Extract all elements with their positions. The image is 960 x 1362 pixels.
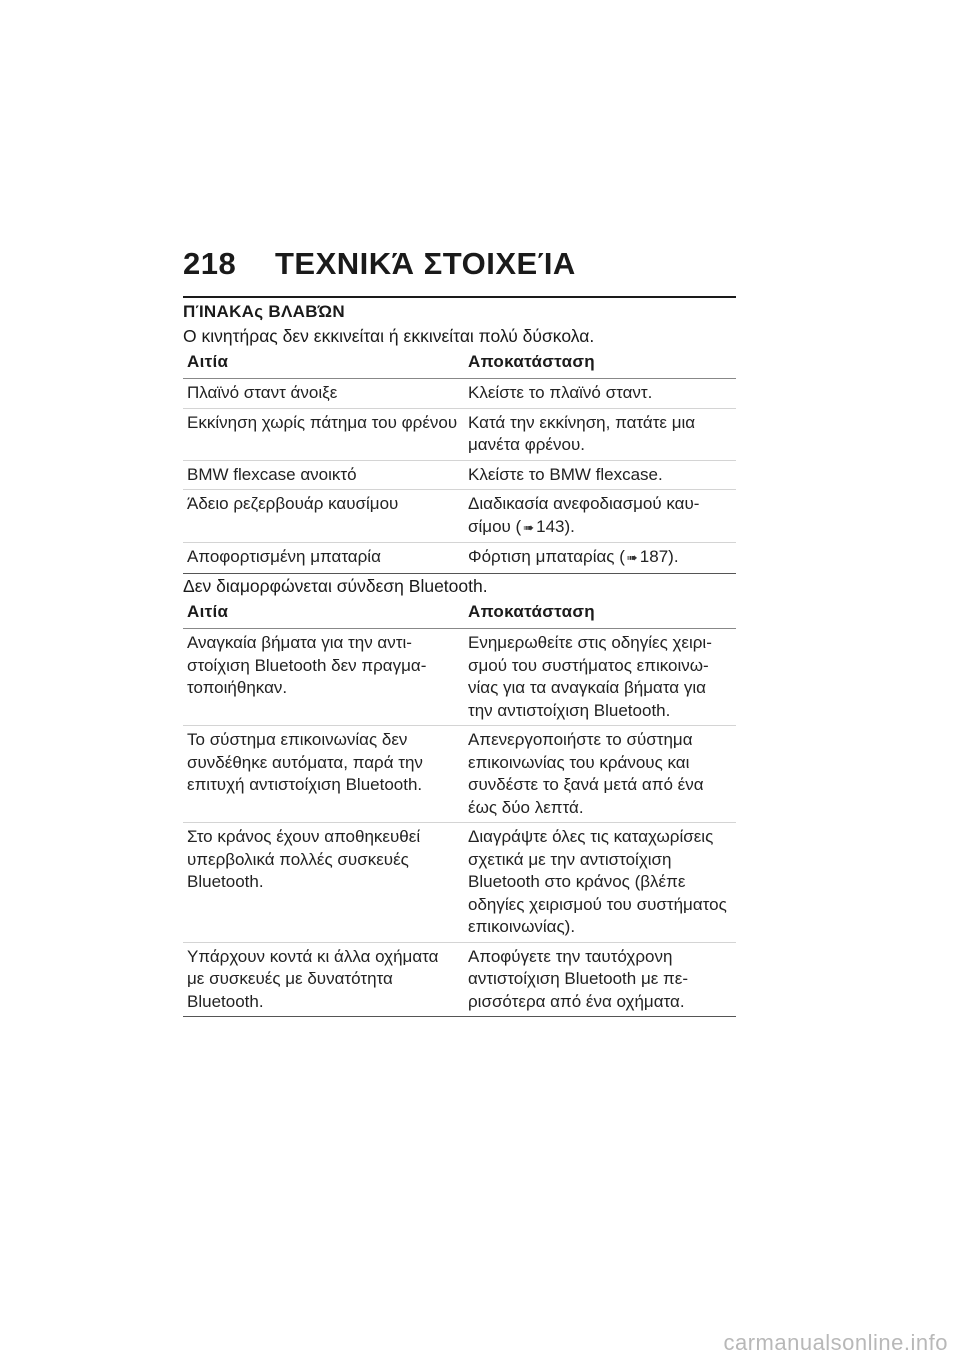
table-row [183,379,736,409]
column-header-cause: Αιτία [183,350,464,379]
table-row [183,460,736,490]
cause-cell: Αποφορτισμένη μπαταρία [183,543,464,574]
table-row [183,408,736,460]
page-reference-link[interactable]: 187 [639,547,669,566]
fix-cell: Ενημερωθείτε στις οδηγίες χειρισμού του συστήματος επικοινωνίας για τα αναγκαία βήματα για την αντιστοίχιση Bluetooth. [464,629,736,726]
column-header-fix: Αποκατάσταση [464,350,736,379]
fix-cell: Κλείστε το πλαϊνό σταντ. [464,379,736,409]
table-header-row [183,350,736,379]
table-header-row [183,600,736,629]
fix-cell: Διαγράψτε όλες τις καταχωρίσεις σχετικά με την αντιστοίχιση Bluetooth στο κράνος (βλέπε οδηγίες χειρισμού του συστήματος επικοινωνίας). [464,823,736,943]
cause-cell: Εκκίνηση χωρίς πάτημα του φρένου [183,408,464,460]
page-reference-arrow-icon: ➠ [626,550,638,565]
fix-cell: Απενεργοποιήστε το σύστημα επικοινωνίας του κράνους και συνδέστε το ξανά μετά από ένα έως δύο λεπτά. [464,726,736,823]
table-row [183,726,736,823]
column-header-cause: Αιτία [183,600,464,629]
chapter-title: ΤΕΧΝΙΚΆ ΣΤΟΙΧΕΊΑ [275,246,576,281]
cause-cell: Το σύστημα επικοινωνίας δεν συνδέθηκε αυτόματα, παρά την επιτυχή αντιστοίχιση Bluetooth. [183,726,464,823]
cause-cell: BMW flexcase ανοικτό [183,460,464,490]
fix-cell: Κατά την εκκίνηση, πατάτε μια μανέτα φρένου. [464,408,736,460]
page-reference-link[interactable]: 143 [536,516,565,536]
fix-cell: Κλείστε το BMW flexcase. [464,460,736,490]
fix-text: Φόρτιση μπαταρίας ( [468,547,625,566]
fix-text-end: ). [668,547,679,566]
page-reference-arrow-icon: ➠ [523,519,535,535]
table-row [183,490,736,543]
troubleshooting-table-bluetooth [183,574,736,1017]
table-subtitle: Δεν διαμορφώνεται σύνδεση Bluetooth. [183,576,488,596]
table-row [183,543,736,574]
fix-cell: Αποφύγετε την ταυτόχρονη αντιστοίχιση Bluetooth με περισσότερα από ένα οχήματα. [464,942,736,1017]
section-title: ΠΊΝΑΚΑς ΒΛΑΒΏΝ [183,296,736,322]
cause-cell: Υπάρχουν κοντά κι άλλα οχήματα με συσκευές με δυνατότητα Bluetooth. [183,942,464,1017]
fix-cell [464,543,736,574]
page-header [183,246,736,282]
table-row [183,942,736,1017]
table-subtitle: Ο κινητήρας δεν εκκινείται ή εκκινείται πολύ δύσκολα. [183,326,595,346]
column-header-fix: Αποκατάσταση [464,600,736,629]
cause-cell: Στο κράνος έχουν αποθηκευθεί υπερβολικά πολλές συσκευές Bluetooth. [183,823,464,943]
fix-text: Διαδικασία ανεφοδιασμού καυσίμου ( [468,494,700,536]
fix-cell [464,490,736,543]
table-row [183,629,736,726]
table-row [183,823,736,943]
troubleshooting-table-engine [183,324,736,574]
cause-cell: Άδειο ρεζερβουάρ καυσίμου [183,490,464,543]
watermark: carmanualsonline.info [723,1330,948,1355]
page-number: 218 [183,246,237,281]
fix-text-end: ). [564,516,575,536]
table [183,600,736,1017]
table [183,350,736,574]
cause-cell: Πλαϊνό σταντ άνοιξε [183,379,464,409]
cause-cell: Αναγκαία βήματα για την αντιστοίχιση Bluetooth δεν πραγματοποιήθηκαν. [183,629,464,726]
